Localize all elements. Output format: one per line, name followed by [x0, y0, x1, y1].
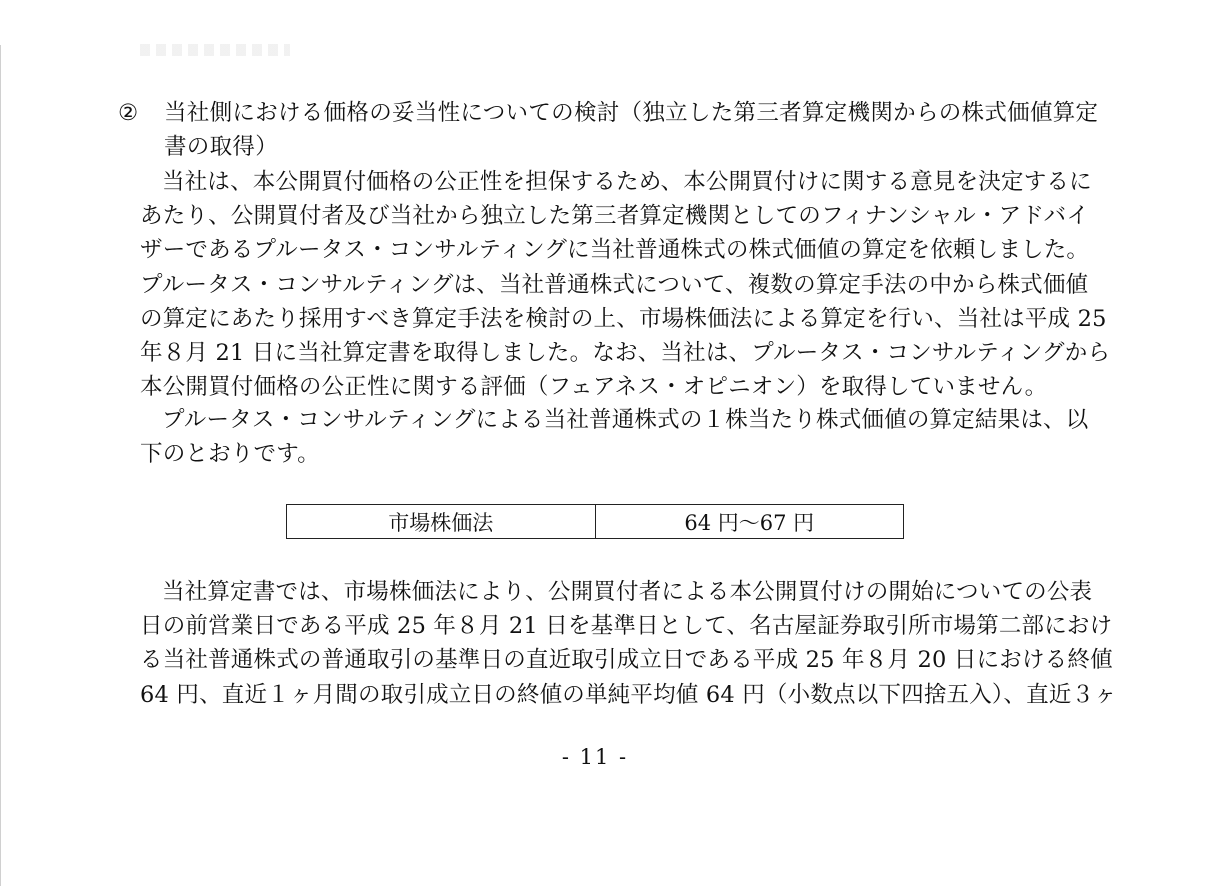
section-marker: ② [118, 100, 139, 126]
section-title [164, 96, 1124, 164]
faded-header-mark [140, 44, 290, 56]
paragraph-line: 64 円、直近１ヶ月間の取引成立日の終値の単純平均値 64 円（小数点以下四捨五入）、直近３ヶ [140, 681, 1117, 708]
paragraph-line: 当社算定書では、市場株価法により、公開買付者による本公開買付けの開始についての公表 [162, 579, 1093, 605]
paragraph-line: る当社普通株式の普通取引の基準日の直近取引成立日である平成 25 年８月 20 日における終値 [140, 647, 1113, 674]
paragraph-line: 本公開買付価格の公正性に関する評価（フェアネス・オピニオン）を取得していません。 [140, 374, 1048, 401]
valuation-table [286, 504, 904, 539]
paragraph-line: あたり、公開買付者及び当社から独立した第三者算定機関としてのフィナンシャル・アドバイ [140, 203, 1090, 230]
paragraph-valuation-result-intro [140, 403, 1120, 471]
section-title-line: 書の取得） [164, 134, 279, 160]
page-number: - 11 - [561, 745, 629, 769]
paragraph-line: の算定にあたり採用すべき算定手法を検討の上、市場株価法による算定を行い、当社は平成 25 [140, 305, 1107, 332]
paragraph-line: 当社は、本公開買付価格の公正性を担保するため、本公開買付けに関する意見を決定するに [162, 169, 1092, 195]
paragraph-valuation-detail [140, 575, 1120, 712]
paragraph-line: 日の前営業日である平成 25 年８月 21 日を基準日として、名古屋証券取引所市場第二部におけ [140, 613, 1113, 640]
section-title-line: 当社側における価格の妥当性についての検討（独立した第三者算定機関からの株式価値算定 [164, 100, 1099, 126]
paragraph-line: プルータス・コンサルティングは、当社普通株式について、複数の算定手法の中から株式価値 [140, 271, 1089, 298]
table-row [287, 505, 904, 539]
paragraph-line: 下のとおりです。 [140, 441, 320, 468]
paragraph-line: ザーであるプルータス・コンサルティングに当社普通株式の株式価値の算定を依頼しました。 [140, 237, 1090, 264]
valuation-method-cell: 市場株価法 [287, 505, 596, 539]
paragraph-line: 年８月 21 日に当社算定書を取得しました。なお、当社は、プルータス・コンサルティングから [140, 340, 1111, 367]
valuation-range-cell: 64 円～67 円 [595, 505, 904, 539]
paragraph-valuation-request [140, 165, 1120, 404]
paragraph-line: プルータス・コンサルティングによる当社普通株式の１株当たり株式価値の算定結果は、以 [162, 407, 1089, 433]
